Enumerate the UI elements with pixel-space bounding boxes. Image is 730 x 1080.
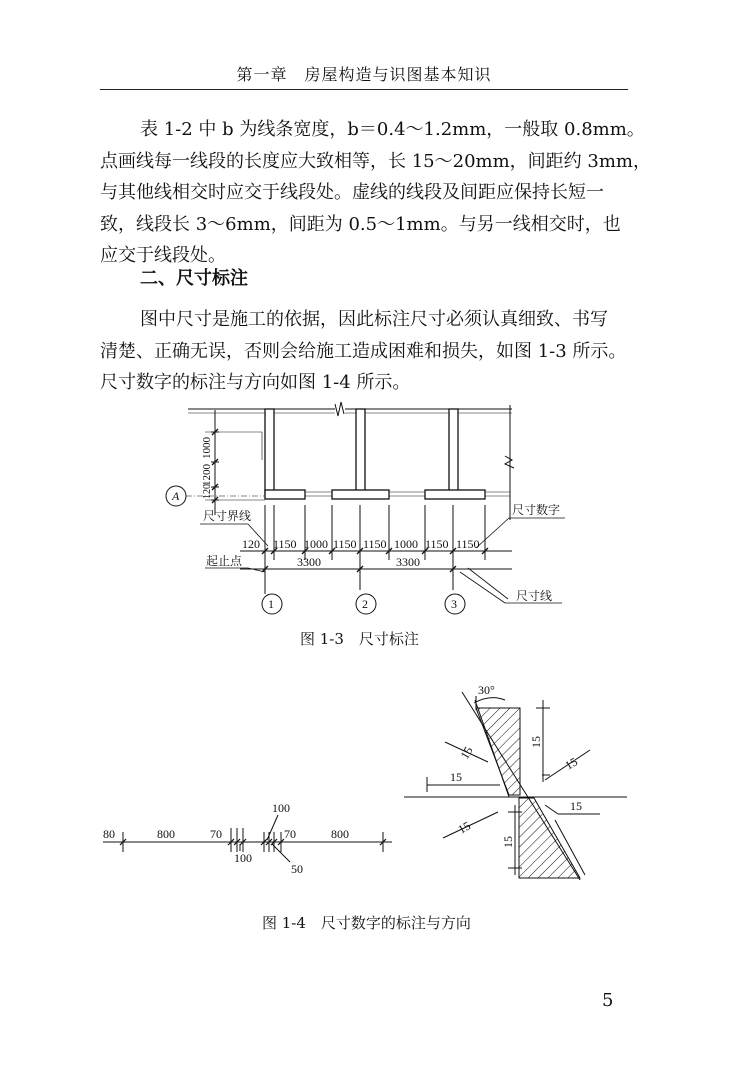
label-dimension-line: 尺寸线 — [516, 589, 553, 603]
paragraph-dimensions — [100, 304, 628, 399]
dim-15: 15 — [562, 754, 580, 773]
dim-800: 800 — [157, 827, 175, 841]
figure-1-3-drawing — [160, 400, 580, 620]
dim-100-bottom: 100 — [234, 851, 252, 865]
dim-15: 15 — [457, 744, 476, 762]
dim-vertical-1200: 1200 — [201, 464, 213, 486]
dim-1000: 1000 — [394, 537, 418, 551]
label-boundary-line: 尺寸界线 — [203, 509, 252, 523]
dim-50: 50 — [291, 862, 303, 876]
text-line: 清楚、正确无误，否则会给施工造成困难和损失，如图 1-3 所示。 — [100, 340, 627, 362]
text-line: 点画线每一线段的长度应大致相等，长 15～20mm，间距约 3mm， — [100, 150, 651, 172]
text-line: 表 1-2 中 b 为线条宽度，b＝0.4～1.2mm，一般取 0.8mm。 — [140, 119, 645, 140]
dim-120: 120 — [242, 537, 260, 551]
text-line: 尺寸数字的标注与方向如图 1-4 所示。 — [100, 372, 411, 393]
dim-1150: 1150 — [273, 537, 297, 551]
dim-70: 70 — [210, 827, 222, 841]
text-line: 应交于线段处。 — [100, 245, 226, 266]
dim-1150: 1150 — [425, 537, 449, 551]
dim-100-top: 100 — [272, 801, 290, 815]
section-heading: 二、尺寸标注 — [140, 268, 248, 289]
dim-80: 80 — [103, 827, 115, 841]
figure-1-3-caption: 图 1-3 尺寸标注 — [300, 630, 419, 648]
dim-800: 800 — [331, 827, 349, 841]
grid-number-1: 1 — [268, 597, 274, 611]
text-line: 与其他线相交时应交于线段处。虚线的线段及间距应保持长短一 — [100, 182, 604, 203]
grid-number-2: 2 — [362, 597, 368, 611]
dim-15: 15 — [529, 736, 543, 748]
dim-70: 70 — [284, 827, 296, 841]
angle-label: 30° — [478, 683, 495, 697]
dim-15: 15 — [501, 836, 515, 848]
dim-1000: 1000 — [304, 537, 328, 551]
text-line: 致，线段长 3～6mm，间距为 0.5～1mm。与另一线相交时，也 — [100, 213, 621, 235]
dim-15: 15 — [570, 799, 582, 813]
dim-1150: 1150 — [333, 537, 357, 551]
figure-1-4-right-drawing — [400, 680, 630, 890]
figure-1-4-left-drawing — [100, 800, 400, 880]
text-line: 图中尺寸是施工的依据，因此标注尺寸必须认真细致、书写 — [140, 309, 608, 330]
dim-vertical-1000: 1000 — [201, 437, 213, 459]
figure-1-4-caption: 图 1-4 尺寸数字的标注与方向 — [262, 914, 471, 932]
paragraph-line-types — [100, 114, 651, 272]
dim-1150: 1150 — [456, 537, 480, 551]
page-number: 5 — [602, 990, 614, 1011]
dim-15: 15 — [455, 818, 473, 837]
dim-3300: 3300 — [396, 555, 420, 569]
dim-15: 15 — [450, 770, 462, 784]
running-header: 第一章 房屋构造与识图基本知识 — [236, 65, 492, 84]
grid-number-3: 3 — [451, 597, 457, 611]
dim-vertical-120: 120 — [202, 484, 213, 499]
label-start-stop-point: 起止点 — [206, 554, 243, 568]
header-rule — [100, 89, 628, 90]
dim-1150: 1150 — [363, 537, 387, 551]
dim-3300: 3300 — [297, 555, 321, 569]
label-dimension-number: 尺寸数字 — [512, 503, 561, 517]
axis-label-a: A — [172, 489, 180, 503]
